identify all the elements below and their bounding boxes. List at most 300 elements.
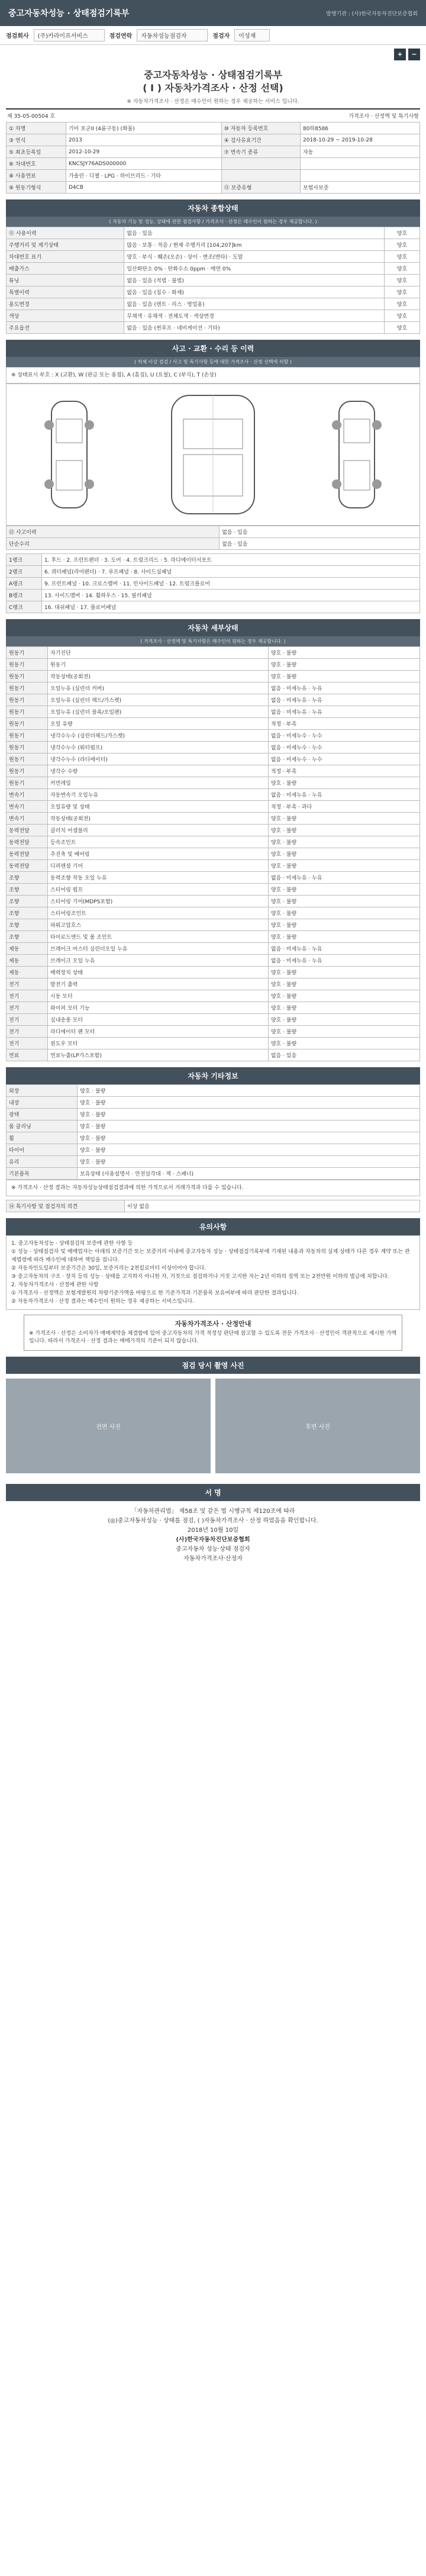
details-section-sub: ( 가격조사 · 산정액 및 특기사항은 매수인이 원하는 경우 제공합니다. ) (6, 636, 420, 646)
sign-section-title: 서 명 (6, 1484, 420, 1501)
detail-state: 양호 · 불량 (268, 931, 419, 943)
basic-label: ① 차명 (7, 123, 66, 134)
frame-table (6, 553, 420, 613)
car-side-left-icon (22, 395, 117, 514)
contact-label: 점검연락 (109, 33, 133, 40)
other-row (7, 1168, 420, 1180)
detail-state: 양호 · 불량 (268, 647, 419, 659)
minus-icon[interactable]: − (408, 49, 420, 60)
other-row (7, 1120, 420, 1132)
detail-group: 전기 (7, 1002, 48, 1014)
detail-item: 디퍼렌셜 기어 (48, 860, 269, 872)
other-note: ※ 가격조사 · 산정 결과는 자동차성능상태점검결과에 의한 가격으로서 거래가격과 다를 수 있습니다. (6, 1180, 420, 1196)
detail-state: 없음 · 미세누수 · 누수 (268, 730, 419, 742)
notice-text (6, 1235, 420, 1310)
status-value: 없음 · 있음 (렌트 · 리스 · 영업용) (124, 298, 385, 310)
detail-item: 배력장치 상태 (48, 967, 269, 978)
detail-item: 와이퍼 모터 기능 (48, 1002, 269, 1014)
status-value: 없음 · 있음 (적법 · 불법) (124, 275, 385, 286)
doc-number: 제 35-05-00504 호 (7, 114, 56, 120)
sign-role2: 자동차가격조사·산정자 (183, 1556, 243, 1562)
detail-group: 원동기 (7, 671, 48, 682)
detail-state: 없음 · 미세누수 · 누수 (268, 754, 419, 765)
detail-state: 양호 · 불량 (268, 919, 419, 931)
detail-row (7, 955, 420, 967)
basic-value2: 자동 (300, 146, 419, 158)
detail-item: 연료누출(LP가스포함) (48, 1049, 269, 1061)
detail-group: 제동 (7, 955, 48, 967)
status-value: 없음 · 있음 (124, 227, 385, 239)
detail-item: 스티어링조인트 (48, 907, 269, 919)
detail-group: 원동기 (7, 765, 48, 777)
other-label: 외장 (7, 1085, 78, 1097)
doc-note: ※ 자동차가격조사 · 산정은 매수인이 원하는 경우 제공하는 서비스 입니다. (127, 99, 299, 105)
doc-title (6, 64, 420, 97)
top-bar (0, 0, 426, 26)
basic-value: 2013 (66, 134, 221, 146)
detail-state: 양호 · 불량 (268, 884, 419, 896)
notice-line: ① 가격조사 · 산정액은 보험개발원의 차량기준가액을 바탕으로 한 기준가격과 기본품목 보유여부에 따라 판단한 결과입니다. (11, 1290, 299, 1296)
basic-value: KNCSJY76ADS000000 (66, 158, 221, 170)
detail-group: 연료 (7, 1049, 48, 1061)
basic-value: D4CB (66, 182, 221, 194)
status-result: 양호 (385, 239, 420, 251)
detail-row (7, 967, 420, 978)
app-title: 중고자동차성능 · 상태점검기록부 (8, 9, 130, 18)
detail-row (7, 718, 420, 730)
detail-group: 전기 (7, 978, 48, 990)
status-row (7, 310, 420, 322)
status-label: 튜닝 (7, 275, 124, 286)
sign-role: 중고자동차 성능·상태 점검자 (176, 1546, 250, 1553)
detail-state: 양호 · 불량 (268, 967, 419, 978)
detail-state: 없음 · 미세누유 · 누유 (268, 789, 419, 801)
detail-item: 오일 유량 (48, 718, 269, 730)
detail-state: 없음 · 미세누유 · 누유 (268, 682, 419, 694)
basic-label: ⑨ 원동기형식 (7, 182, 66, 194)
detail-row (7, 943, 420, 955)
status-result: 양호 (385, 251, 420, 263)
other-value: 양호 · 불량 (78, 1156, 420, 1168)
detail-row (7, 742, 420, 754)
other-label: 내장 (7, 1097, 78, 1109)
status-row (7, 227, 420, 239)
detail-item: 작동상태(공회전) (48, 671, 269, 682)
basic-info-row (7, 123, 420, 134)
basic-label2: ④ 검사유효기간 (221, 134, 300, 146)
detail-group: 원동기 (7, 682, 48, 694)
detail-state: 없음 · 미세누유 · 누유 (268, 872, 419, 884)
detail-group: 조향 (7, 872, 48, 884)
other-label: 타이어 (7, 1144, 78, 1156)
frame-items: 16. 대쉬패널 · 17. 플로어패널 (42, 601, 420, 613)
other-label: 광택 (7, 1109, 78, 1120)
detail-state: 적정 · 부족 · 과다 (268, 801, 419, 813)
info-bar (0, 26, 426, 45)
inspector-label: 점검자 (212, 33, 230, 40)
basic-info-table (6, 122, 420, 194)
accident-value: 없음 · 있음 (220, 538, 420, 550)
status-value: 없음 · 있음 (침수 · 화재) (124, 286, 385, 298)
status-label: ⑪ 사용이력 (7, 227, 124, 239)
detail-row (7, 1026, 420, 1038)
other-value: 양호 · 불량 (78, 1085, 420, 1097)
detail-row (7, 1014, 420, 1026)
detail-group: 원동기 (7, 694, 48, 706)
other-label: 유리 (7, 1156, 78, 1168)
frame-items: 1. 후드 · 2. 프런트펜더 · 3. 도어 · 4. 트렁크리드 · 5. 라디에이터서포트 (42, 554, 420, 566)
status-row (7, 298, 420, 310)
detail-item: 브레이크 오일 누유 (48, 955, 269, 967)
detail-state: 양호 · 불량 (268, 1026, 419, 1038)
detail-row (7, 730, 420, 742)
detail-state: 없음 · 미세누유 · 누유 (268, 955, 419, 967)
frame-items: 6. 쿼터패널(리어펜더) · 7. 루프패널 · 8. 사이드실패널 (42, 566, 420, 578)
status-result: 양호 (385, 286, 420, 298)
detail-group: 전기 (7, 990, 48, 1002)
status-section-sub: ( 자동차 기능 및 성능, 상태에 관한 점검사항 / 가격조사 · 산정은 매수인이 원하는 경우 제공합니다. ) (6, 217, 420, 227)
detail-row (7, 789, 420, 801)
detail-row (7, 694, 420, 706)
rear-photo: 후면 사진 (215, 1379, 420, 1473)
detail-row (7, 647, 420, 659)
frame-row (7, 578, 420, 590)
status-row (7, 322, 420, 334)
detail-group: 원동기 (7, 777, 48, 789)
plus-icon[interactable]: + (394, 49, 406, 60)
detail-row (7, 1038, 420, 1049)
other-row (7, 1109, 420, 1120)
notice-line: 1. 중고자동차성능 · 상태점검의 보증에 관한 사항 등 (11, 1241, 133, 1247)
detail-group: 제동 (7, 943, 48, 955)
detail-item: 발전기 출력 (48, 978, 269, 990)
detail-state: 적정 · 부족 (268, 765, 419, 777)
status-row (7, 275, 420, 286)
detail-row (7, 872, 420, 884)
status-label: 용도변경 (7, 298, 124, 310)
detail-state: 양호 · 불량 (268, 671, 419, 682)
status-label: 주요옵션 (7, 322, 124, 334)
detail-row (7, 801, 420, 813)
status-label: 주행거리 및 계기상태 (7, 239, 124, 251)
detail-row (7, 671, 420, 682)
status-result: 양호 (385, 322, 420, 334)
detail-group: 원동기 (7, 742, 48, 754)
detail-item: 냉각수누수 (워터펌프) (48, 742, 269, 754)
detail-row (7, 706, 420, 718)
basic-value: 가솔린 · 디젤 · LPG · 하이브리드 · 기타 (66, 170, 221, 182)
detail-group: 원동기 (7, 730, 48, 742)
notice-line: ③ 중고자동차의 구조 · 장치 등의 성능 · 상태를 고지하지 아니한 자, 거짓으로 점검하거나 거짓 고지한 자는 2년 이하의 징역 또는 2천만원 이하의 벌금에 처합니다. (11, 1274, 389, 1280)
other-label: 기본품목 (7, 1168, 78, 1180)
other-section-title: 자동차 기타정보 (6, 1067, 420, 1084)
detail-item: 냉각수누수 (라디에이터) (48, 754, 269, 765)
basic-value: 2012-10-29 (66, 146, 221, 158)
detail-group: 원동기 (7, 718, 48, 730)
accident-section-sub: ( 차체 이상 점검 / 사고 및 특기사항 등에 대한 가격조사 · 산정 선택에 의함 ) (6, 357, 420, 367)
other-row (7, 1156, 420, 1168)
detail-state: 없음 · 미세누유 · 누유 (268, 943, 419, 955)
accident-table (6, 526, 420, 550)
sign-block (6, 1501, 420, 1570)
basic-label2: ⑪ 보증유형 (221, 182, 300, 194)
accident-notes: ※ 상태표시 부호 : X (교환), W (판금 또는 용접), A (흠집), U (요철), C (부식), T (손상) (6, 367, 420, 384)
detail-group: 원동기 (7, 647, 48, 659)
detail-item: 등속조인트 (48, 836, 269, 848)
special-label: ⑭ 특기사항 및 점검자의 의견 (7, 1200, 125, 1212)
other-value: 양호 · 불량 (78, 1097, 420, 1109)
detail-item: 동력조향 작동 오일 누유 (48, 872, 269, 884)
status-table (6, 227, 420, 334)
detail-item: 오일누유 (실린더 블록/오일팬) (48, 706, 269, 718)
detail-group: 전기 (7, 1038, 48, 1049)
frame-rank: C랭크 (7, 601, 42, 613)
detail-state: 없음 · 미세누수 · 누수 (268, 742, 419, 754)
basic-label2: ⑩ 자동차 등록번호 (221, 123, 300, 134)
accident-label: ⑫ 사고이력 (7, 526, 220, 538)
detail-item: 커먼레일 (48, 777, 269, 789)
detail-group: 동력전달 (7, 848, 48, 860)
detail-row (7, 1002, 420, 1014)
detail-state: 없음 · 있음 (268, 1049, 419, 1061)
contact-value: 자동차성능점검자 (137, 29, 208, 41)
frame-row (7, 566, 420, 578)
detail-row (7, 825, 420, 836)
detail-group: 동력전달 (7, 825, 48, 836)
detail-row (7, 777, 420, 789)
price-notice-text: ※ 가격조사 · 산정은 소비자가 매매계약을 체결함에 있어 중고자동차의 가격 적정성 판단에 참고할 수 있도록 전문 가격조사 · 산정인이 객관적으로 제시한 가액입니다. 따라서 가격조사 · 산정 결과는 매매가격의 기준이 되지 않습니다. (29, 1331, 397, 1344)
price-notice-title: 자동차가격조사 · 산정안내 (175, 1320, 251, 1328)
detail-row (7, 659, 420, 671)
accident-label: 단순수리 (7, 538, 220, 550)
special-value: 이상 없음 (125, 1200, 420, 1212)
price-label: 가격조사 · 산정액 및 특기사항 (348, 114, 419, 120)
basic-label2 (221, 158, 300, 170)
detail-group: 제동 (7, 967, 48, 978)
frame-items: 13. 사이드멤버 · 14. 휠하우스 · 15. 필러패널 (42, 590, 420, 601)
detail-state: 없음 · 미세누유 · 누유 (268, 694, 419, 706)
sign-line2: (◎)중고자동차성능 · 상태를 점검, ( )자동차가격조사 · 산정 하였음을 확인합니다. (108, 1518, 318, 1524)
status-row (7, 263, 420, 275)
notice-line: ② 자동차가격조사 · 산정 결과는 매수인이 원하는 경우 제공하는 서비스입니다. (11, 1299, 195, 1305)
frame-rank: 1랭크 (7, 554, 42, 566)
detail-item: 타이로드엔드 및 볼 조인트 (48, 931, 269, 943)
detail-row (7, 919, 420, 931)
detail-item: 시동 모터 (48, 990, 269, 1002)
basic-info-row (7, 170, 420, 182)
detail-state: 양호 · 불량 (268, 990, 419, 1002)
basic-info-row (7, 182, 420, 194)
detail-row (7, 836, 420, 848)
status-result: 양호 (385, 227, 420, 239)
basic-label: ③ 연식 (7, 134, 66, 146)
detail-group: 전기 (7, 1026, 48, 1038)
status-section-title: 자동차 종합상태 (6, 199, 420, 217)
detail-row (7, 907, 420, 919)
detail-state: 양호 · 불량 (268, 1038, 419, 1049)
car-diagram (6, 384, 420, 526)
detail-state: 양호 · 불량 (268, 813, 419, 825)
detail-item: 작동상태(공회전) (48, 813, 269, 825)
sign-signer: (사)한국자동차진단보증협회 (176, 1537, 250, 1543)
detail-item: 냉각수 수량 (48, 765, 269, 777)
detail-row (7, 860, 420, 872)
photos-section-title: 점검 당시 촬영 사진 (6, 1357, 420, 1374)
doc-number-row (6, 108, 420, 122)
status-result: 양호 (385, 275, 420, 286)
car-top-icon (148, 389, 278, 520)
detail-group: 동력전달 (7, 836, 48, 848)
details-section-title: 자동차 세부상태 (6, 619, 420, 636)
detail-item: 냉각수누수 (실린더헤드/가스켓) (48, 730, 269, 742)
photo-row (6, 1374, 420, 1478)
basic-value2 (300, 170, 419, 182)
detail-group: 변속기 (7, 789, 48, 801)
inspector-value: 이성재 (234, 29, 270, 41)
detail-group: 변속기 (7, 813, 48, 825)
basic-value2 (300, 158, 419, 170)
frame-rank: 2랭크 (7, 566, 42, 578)
detail-group: 조향 (7, 884, 48, 896)
basic-info-row (7, 146, 420, 158)
doc-title-line1: 중고자동차성능 · 상태점검기록부 (144, 69, 282, 80)
other-label: 휠 (7, 1132, 78, 1144)
status-label: 배출가스 (7, 263, 124, 275)
action-buttons (0, 45, 426, 64)
other-value: 양호 · 불량 (78, 1132, 420, 1144)
notice-line: 2. 자동차가격조사 · 산정에 관한 사항 (11, 1282, 99, 1288)
notice-section-title: 유의사항 (6, 1218, 420, 1235)
detail-state: 양호 · 불량 (268, 836, 419, 848)
other-label: 룸 클리닝 (7, 1120, 78, 1132)
status-row (7, 239, 420, 251)
detail-item: 브레이크 마스터 실린더오일 누유 (48, 943, 269, 955)
detail-group: 조향 (7, 931, 48, 943)
notice-line: ② 자동차인도일부터 보증기간은 30일, 보증거리는 2천킬로미터 이상이어야 합니다. (11, 1266, 206, 1271)
frame-rank: A랭크 (7, 578, 42, 590)
accident-value: 없음 · 있음 (220, 526, 420, 538)
issuer-text: 발행기관 : (사)한국자동차진단보증협회 (326, 11, 418, 17)
detail-item: 스티어링 펌프 (48, 884, 269, 896)
status-row (7, 251, 420, 263)
detail-state: 양호 · 불량 (268, 848, 419, 860)
accident-row (7, 526, 420, 538)
company-label: 점검회사 (6, 33, 29, 40)
other-value: 보유상태 (사용설명서 · 안전삼각대 · 잭 · 스패너) (78, 1168, 420, 1180)
status-label: 차대번호 표기 (7, 251, 124, 263)
other-value: 양호 · 불량 (78, 1109, 420, 1120)
detail-row (7, 884, 420, 896)
doc-title-line2: ( Ⅰ ) 자동차가격조사 · 산정 선택) (143, 82, 283, 94)
other-row (7, 1085, 420, 1097)
accident-section-title: 사고 · 교환 · 수리 등 이력 (6, 340, 420, 357)
status-value: 양호 · 부식 · 훼손(오손) · 상이 · 변조(변타) · 도말 (124, 251, 385, 263)
status-label: 특별이력 (7, 286, 124, 298)
detail-row (7, 931, 420, 943)
status-row (7, 286, 420, 298)
basic-value: 기아 포군II (4륜구동) (화물) (66, 123, 221, 134)
basic-label: ⑤ 최초등록일 (7, 146, 66, 158)
detail-row (7, 682, 420, 694)
sign-date: 2018년 10월 10일 (187, 1527, 239, 1534)
notice-line: ① 성능 · 상태점검자 및 매매업자는 아래의 보증기간 또는 보증거리 이내에 중고자동차 성능 · 상태점검기록부에 기재된 내용과 자동차의 실제 상태가 다른 경우 계약 또는 관계법령에 따라 매수인에 대하여 책임을 집니다. (11, 1249, 410, 1263)
detail-item: 윈도우 모터 (48, 1038, 269, 1049)
basic-info-row (7, 134, 420, 146)
frame-row (7, 601, 420, 613)
basic-value2: 80하8586 (300, 123, 419, 134)
detail-state: 없음 · 미세누유 · 누유 (268, 706, 419, 718)
detail-state: 양호 · 불량 (268, 907, 419, 919)
status-value: 없음 · 있음 (썬루프 · 네비게이션 · 기타) (124, 322, 385, 334)
detail-state: 양호 · 불량 (268, 825, 419, 836)
status-value: 일산화탄소 0% · 탄화수소 0ppm · 매연 0% (124, 263, 385, 275)
company-value: (주)카라이프서비스 (34, 29, 105, 41)
detail-item: 클러치 어셈블리 (48, 825, 269, 836)
frame-row (7, 554, 420, 566)
detail-row (7, 1049, 420, 1061)
accident-row (7, 538, 420, 550)
detail-group: 조향 (7, 919, 48, 931)
detail-row (7, 848, 420, 860)
detail-state: 적정 · 부족 (268, 718, 419, 730)
detail-state: 양호 · 불량 (268, 1014, 419, 1026)
detail-row (7, 896, 420, 907)
other-value: 양호 · 불량 (78, 1120, 420, 1132)
sign-line1: 「자동차관리법」 제58조 및 같은 법 시행규칙 제120조에 따라 (131, 1508, 295, 1515)
basic-label: ⑥ 차대번호 (7, 158, 66, 170)
detail-group: 조향 (7, 907, 48, 919)
other-row (7, 1132, 420, 1144)
detail-group: 원동기 (7, 659, 48, 671)
detail-state: 양호 · 불량 (268, 777, 419, 789)
document-body (0, 64, 426, 1570)
detail-item: 오일누유 (실린더 커버) (48, 682, 269, 694)
detail-item: 오일누유 (실린더 헤드/가스켓) (48, 694, 269, 706)
basic-value2: 보험사보증 (300, 182, 419, 194)
frame-rank: B랭크 (7, 590, 42, 601)
other-row (7, 1097, 420, 1109)
detail-item: 자동변속기 오일누유 (48, 789, 269, 801)
detail-state: 양호 · 불량 (268, 896, 419, 907)
detail-group: 전기 (7, 1014, 48, 1026)
detail-item: 라디에이터 팬 모터 (48, 1026, 269, 1038)
detail-row (7, 978, 420, 990)
basic-label2 (221, 170, 300, 182)
detail-item: 추진축 및 베어링 (48, 848, 269, 860)
detail-state: 양호 · 불량 (268, 978, 419, 990)
status-value: 무채색 · 유채색 · 전체도색 · 색상변경 (124, 310, 385, 322)
detail-item: 오일유량 및 상태 (48, 801, 269, 813)
detail-row (7, 754, 420, 765)
other-row (7, 1144, 420, 1156)
detail-group: 조향 (7, 896, 48, 907)
detail-item: 실내송풍 모터 (48, 1014, 269, 1026)
detail-group: 원동기 (7, 754, 48, 765)
front-photo: 전면 사진 (6, 1379, 211, 1473)
basic-label: ⑧ 사용연료 (7, 170, 66, 182)
special-table (6, 1200, 420, 1212)
status-result: 양호 (385, 310, 420, 322)
detail-item: 원동기 (48, 659, 269, 671)
status-value: 많음 · 보통 · 적음 / 현재 주행거리 [104,207]km (124, 239, 385, 251)
basic-label2: ⑦ 변속기 종류 (221, 146, 300, 158)
detail-state: 양호 · 불량 (268, 659, 419, 671)
car-side-right-icon (309, 395, 404, 514)
detail-state: 양호 · 불량 (268, 1002, 419, 1014)
price-notice-box (24, 1315, 402, 1351)
frame-row (7, 590, 420, 601)
detail-group: 변속기 (7, 801, 48, 813)
